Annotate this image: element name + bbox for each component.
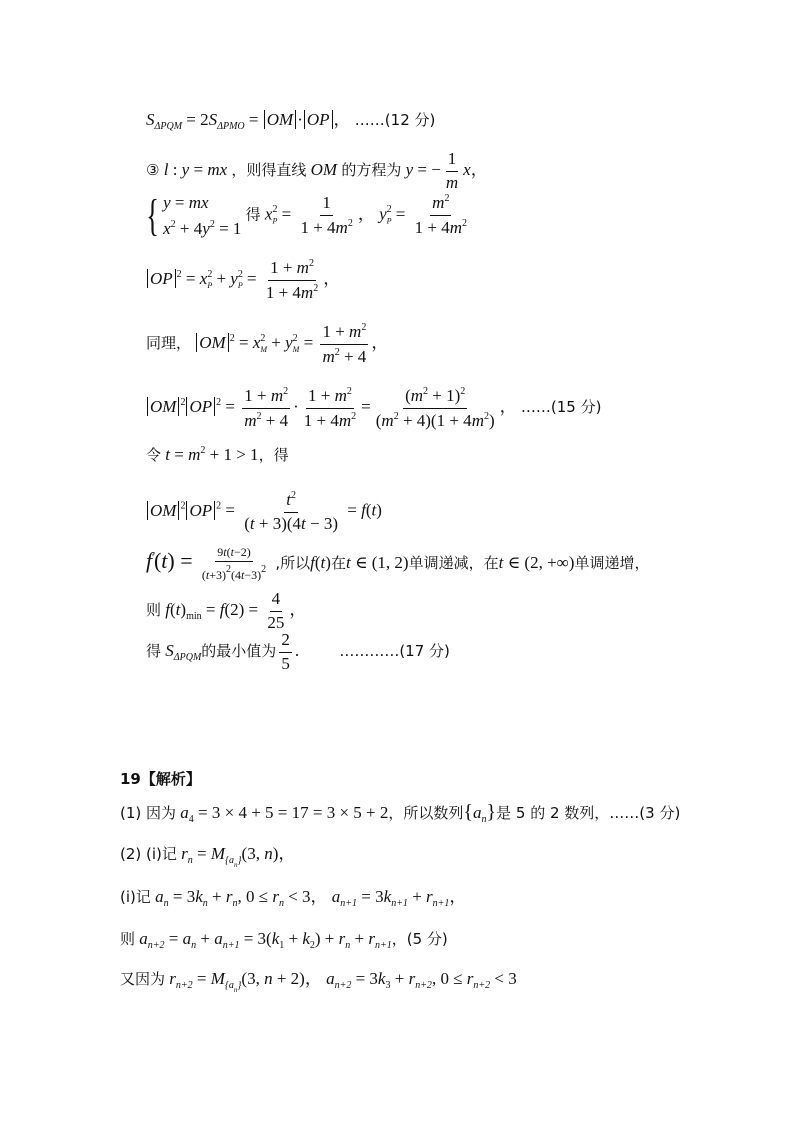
line-line-l: ③ l : y = mx ，则得直线 OM 的方程为 y = − $\frac{1}{m}$ x，: [146, 149, 488, 192]
line-19-2: (2) (i)记 $r_n = M_{\{a_n\}}(3$, n)，: [120, 844, 296, 869]
heading-19: 19【解析】: [120, 770, 201, 788]
line-product: OM $^2$ OP $^2$ = $\frac{1 + m^2}{m^2 + 4}$ · $\frac{1 + m^2}{1 + 4m^2}$ = $\frac{(m^2 + 1)^2}{(m^2 + 4)(1 + 4m^2)}$ ， ……(15 分): [146, 386, 601, 430]
line-area-equation: $S_{\Delta PQM} = 2S_{\Delta PMO}$ = OM · OP ， ……(12 分): [146, 110, 436, 132]
score-15: ……(15 分): [520, 398, 602, 417]
line-19-4: 则 $a_{n+2} = a_n + a_{n+1} = 3(k_1 + k_2) + r_n + r_{n+1}$，(5 分): [120, 929, 448, 951]
score-17: …………(17 分): [339, 642, 450, 661]
line-19-3: (i)记 $a_n = 3k_n + r_n$, $0 \le r_n < 3$， $a_{n+1} = 3k_{n+1} + r_{n+1}$，: [120, 887, 467, 909]
line-ft: OM $^2$ OP $^2$ = $\frac{t^2}{(t + 3)(4t - 3)}$ = f(t): [146, 490, 382, 533]
line-system: { y = mx $x^2 + 4y^2 = 1$ 得 $x^2_P$ = $\frac{1}{1 + 4m^2}$ ， $y^2_P$ = $\frac{m^2}{1 + 4m^2}$: [146, 190, 467, 240]
line-minimum-ft: 则 $f(t)_{min} = f(2)$ = $\frac{4}{25}$ ，: [146, 589, 307, 632]
line-substitution: 令 $t = m^2 + 1 > 1$，得: [146, 445, 289, 464]
line-derivative: f'(t) = $\frac{9t(t-2)}{(t+3)^2(4t-3)^2}$ ,所以f(t)在t ∈ (1, 2)单调递减，在t ∈ (2, +∞)单调递增，: [146, 545, 650, 583]
score-12: ……(12 分): [354, 111, 436, 129]
line-area-min: 得 $S_{\Delta PQM}$的最小值为 $\frac{2}{5}$ . …………(17 分): [146, 630, 450, 673]
line-om-squared: 同理， OM $^2 = x^2_M + y^2_M$ = $\frac{1 + m^2}{m^2 + 4}$ ，: [146, 322, 389, 366]
line-op-squared: OP $^2 = x^2_P + y^2_P$ = $\frac{1 + m^2}{1 + 4m^2}$ ，: [146, 258, 340, 302]
line-19-1: (1) 因为 $a_4 = 3 \times 4 + 5 = 17 = 3 \times 5 + 2$，所以数列$\{a_n\}$是 5 的 2 数列，……(3 分): [120, 801, 681, 825]
line-19-5: 又因为 $r_{n+2} = M_{\{a_n\}}(3$, n + 2)， $a_{n+2} = 3k_3 + r_{n+2}$, $0 \le r_{n+2} < 3$: [120, 969, 517, 994]
